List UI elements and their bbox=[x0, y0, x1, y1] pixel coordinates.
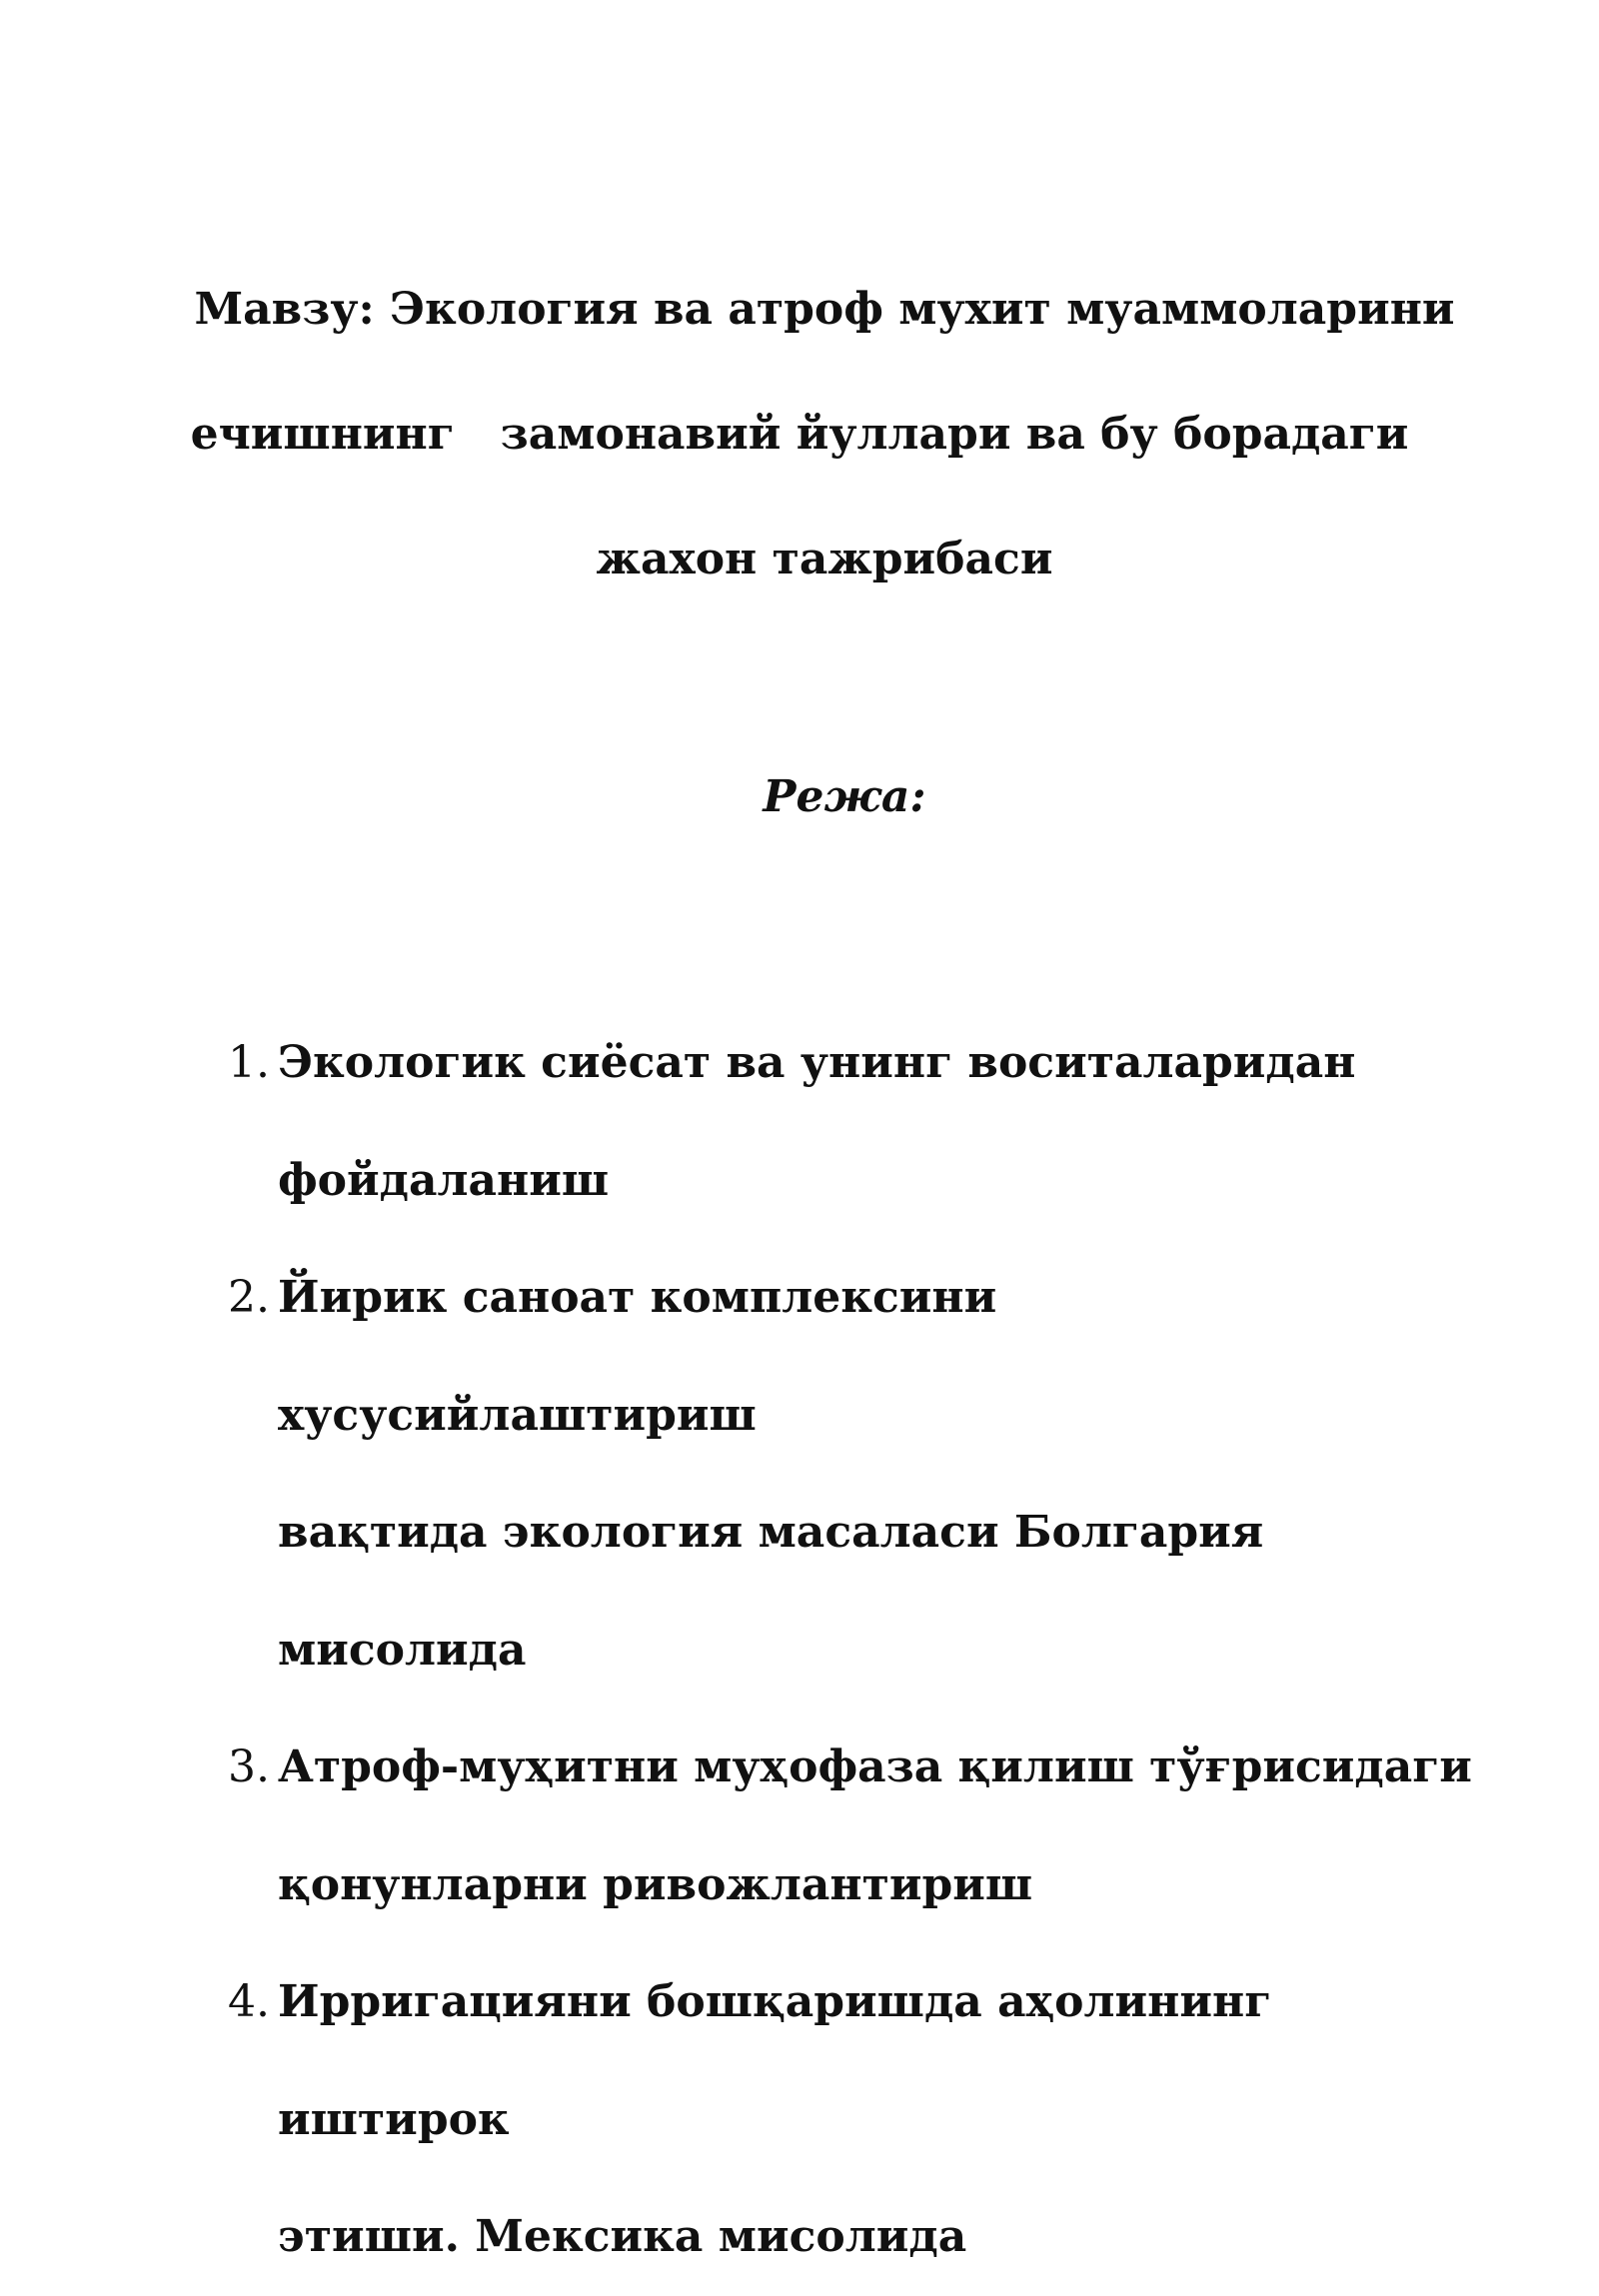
plan-item-2 bbox=[228, 1239, 1487, 1709]
plan-item-4 bbox=[228, 1943, 1487, 2296]
plan-item-number: 3. bbox=[228, 1741, 270, 1792]
plan-item-number: 4. bbox=[228, 1976, 270, 2027]
plan-item-text-line: қонунларни ривожлантириш bbox=[278, 1858, 1033, 1910]
plan-item-1 bbox=[228, 1004, 1487, 1239]
plan-item-text-line: Ирригацияни бошқаришда аҳолининг иштирок bbox=[278, 1976, 1272, 2145]
title-line-2: ечишнинг замонавий йуллари ва бу борадаги bbox=[190, 409, 1409, 460]
plan-item-text-line: фойдаланиш bbox=[278, 1154, 610, 1206]
plan-heading: Режа: bbox=[763, 771, 926, 822]
plan-item-text-line: Йирик саноат комплексини хусусийлаштириш bbox=[278, 1272, 997, 1441]
plan-item-text-line: этиши. Мексика мисолида bbox=[278, 2211, 967, 2262]
plan-item-number: 2. bbox=[228, 1272, 270, 1323]
plan-list bbox=[228, 1004, 1487, 2296]
plan-item-text-line: вақтида экология масаласи Болгария мисолида bbox=[278, 1507, 1264, 1676]
plan-item-text-line: Атроф-муҳитни муҳофаза қилиш тўғрисидаги bbox=[278, 1741, 1472, 1792]
plan-item-number: 1. bbox=[228, 1037, 270, 1088]
plan-item-3 bbox=[228, 1709, 1487, 1943]
title-line-3: жахон тажрибаси bbox=[596, 534, 1053, 584]
plan-item-text-line: Экологик сиёсат ва унинг воситаларидан bbox=[278, 1037, 1356, 1088]
title-line-1: Мавзу: Экология ва атроф мухит муаммоларини bbox=[194, 284, 1455, 335]
